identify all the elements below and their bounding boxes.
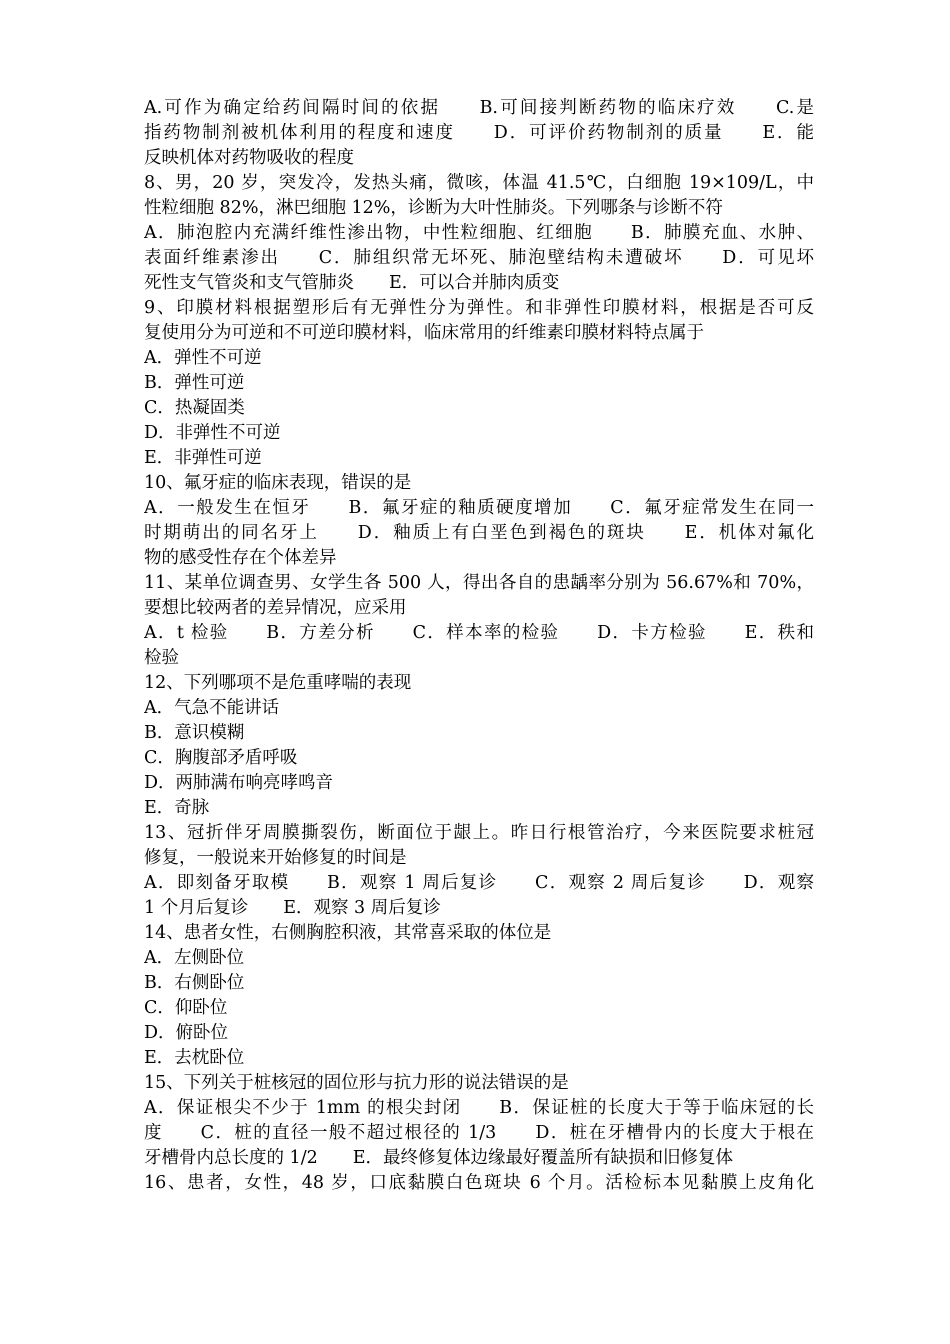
- text-line: B．弹性可逆: [144, 373, 245, 393]
- text-line: 修复，一般说来开始修复的时间是: [144, 848, 407, 868]
- text-line: E．奇脉: [144, 798, 210, 818]
- text-line: D．俯卧位: [144, 1023, 229, 1043]
- text-line: 反映机体对药物吸收的程度: [144, 148, 354, 168]
- text-line: C．胸腹部矛盾呼吸: [144, 748, 298, 768]
- text-line: A．一般发生在恒牙 B．氟牙症的釉质硬度增加 C．氟牙症常发生在同一: [144, 498, 814, 518]
- text-line: A．弹性不可逆: [144, 348, 262, 368]
- text-line: C．仰卧位: [144, 998, 228, 1018]
- text-line: 表面纤维素渗出 C．肺组织常无坏死、肺泡壁结构未遭破坏 D．可见坏: [144, 248, 814, 268]
- text-line: A．保证根尖不少于 1mm 的根尖封闭 B．保证桩的长度大于等于临床冠的长: [144, 1098, 814, 1118]
- text-line: 死性支气管炎和支气管肺炎 E．可以合并肺肉质变: [144, 273, 560, 293]
- text-line: 16、患者，女性，48 岁，口底黏膜白色斑块 6 个月。活检标本见黏膜上皮角化: [144, 1173, 814, 1193]
- text-line: A．即刻备牙取模 B．观察 1 周后复诊 C．观察 2 周后复诊 D．观察: [144, 873, 814, 893]
- text-line: 9、印膜材料根据塑形后有无弹性分为弹性。和非弹性印膜材料，根据是否可反: [144, 298, 814, 318]
- text-line: D．非弹性不可逆: [144, 423, 281, 443]
- text-line: A．肺泡腔内充满纤维性渗出物，中性粒细胞、红细胞 B．肺膜充血、水肿、: [144, 223, 814, 243]
- text-line: 指药物制剂被机体利用的程度和速度 D．可评价药物制剂的质量 E．能: [144, 123, 814, 143]
- text-line: 11、某单位调查男、女学生各 500 人，得出各自的患龋率分别为 56.67%和 70%，: [144, 573, 814, 593]
- text-line: 1 个月后复诊 E．观察 3 周后复诊: [144, 898, 441, 918]
- text-line: D．两肺满布响亮哮鸣音: [144, 773, 334, 793]
- text-line: 要想比较两者的差异情况，应采用: [144, 598, 407, 618]
- text-line: E．非弹性可逆: [144, 448, 262, 468]
- text-line: 性粒细胞 82%，淋巴细胞 12%，诊断为大叶性肺炎。下列哪条与诊断不符: [144, 198, 723, 218]
- text-line: 物的感受性存在个体差异: [144, 548, 337, 568]
- text-line: 14、患者女性，右侧胸腔积液，其常喜采取的体位是: [144, 923, 552, 943]
- text-line: 牙槽骨内总长度的 1/2 E．最终修复体边缘最好覆盖所有缺损和旧修复体: [144, 1148, 733, 1168]
- text-line: A.可作为确定给药间隔时间的依据 B.可间接判断药物的临床疗效 C.是: [144, 98, 814, 118]
- document-body: [144, 96, 814, 1196]
- text-line: 度 C．桩的直径一般不超过根径的 1/3 D．桩在牙槽骨内的长度大于根在: [144, 1123, 814, 1143]
- text-line: 10、氟牙症的临床表现，错误的是: [144, 473, 412, 493]
- text-line: 检验: [144, 648, 179, 668]
- text-line: 8、男，20 岁，突发冷，发热头痛，微咳，体温 41.5℃，白细胞 19×109/L，中: [144, 173, 814, 193]
- text-line: 12、下列哪项不是危重哮喘的表现: [144, 673, 412, 693]
- text-line: A．气急不能讲话: [144, 698, 280, 718]
- text-line: A．t 检验 B．方差分析 C．样本率的检验 D．卡方检验 E．秩和: [144, 623, 814, 643]
- text-line: 15、下列关于桩核冠的固位形与抗力形的说法错误的是: [144, 1073, 569, 1093]
- text-line: B．右侧卧位: [144, 973, 245, 993]
- text-line: A．左侧卧位: [144, 948, 245, 968]
- text-line: 13、冠折伴牙周膜撕裂伤，断面位于龈上。昨日行根管治疗，今来医院要求桩冠: [144, 823, 814, 843]
- text-line: E．去枕卧位: [144, 1048, 245, 1068]
- text-line: C．热凝固类: [144, 398, 245, 418]
- text-line: 复使用分为可逆和不可逆印膜材料，临床常用的纤维素印膜材料特点属于: [144, 323, 704, 343]
- text-line: 时期萌出的同名牙上 D．釉质上有白垩色到褐色的斑块 E．机体对氟化: [144, 523, 814, 543]
- text-line: B．意识模糊: [144, 723, 245, 743]
